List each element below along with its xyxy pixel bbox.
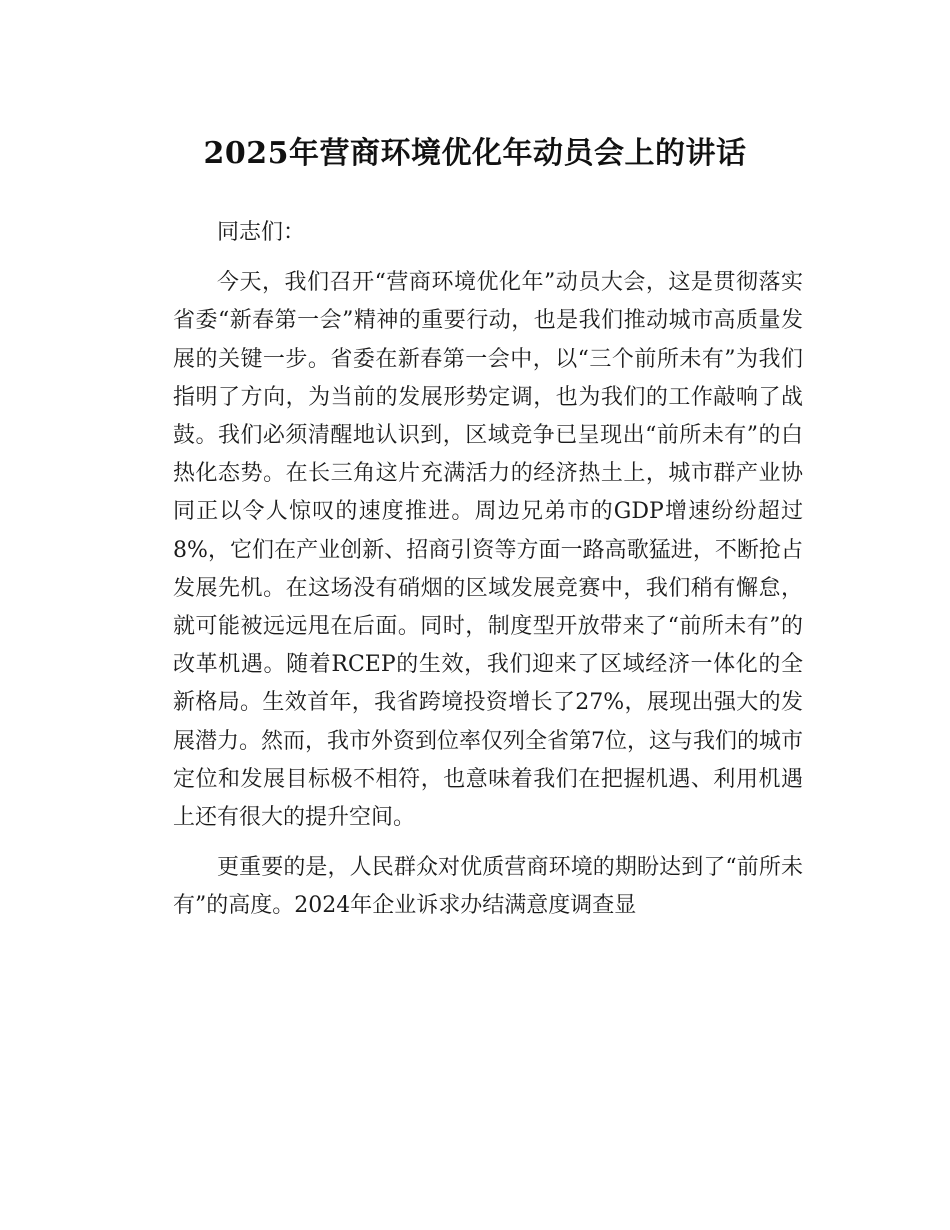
paragraph-2: 更重要的是，人民群众对优质营商环境的期盼达到了“前所未有”的高度。2024年企业诉求办结满意度调查显 <box>173 855 803 919</box>
paragraph-1: 今天，我们召开“营商环境优化年”动员大会，这是贯彻落实省委“新春第一会”精神的重要行动，也是我们推动城市高质量发展的关键一步。省委在新春第一会中，以“三个前所未有”为我们指明了方向，为当前的发展形势定调，也为我们的工作敲响了战鼓。我们必须清醒地认识到，区域竞争已呈现出“前所未有”的白热化态势。在长三角这片充满活力的经济热土上，城市群产业协同正以令人惊叹的速度推进。周边兄弟市的GDP增速纷纷超过8%，它们在产业创新、招商引资等方面一路高歌猛进，不断抢占发展先机。在这场没有硝烟的区域发展竞赛中，我们稍有懈怠，就可能被远远甩在后面。同时，制度型开放带来了“前所未有”的改革机遇。随着RCEP的生效，我们迎来了区域经济一体化的全新格局。生效首年，我省跨境投资增长了27%，展现出强大的发展潜力。然而，我市外资到位率仅列全省第7位，这与我们的城市定位和发展目标极不相符，也意味着我们在把握机遇、利用机遇上还有很大的提升空间。 <box>173 270 803 831</box>
salutation: 同志们： <box>217 220 306 245</box>
document-body <box>173 214 803 938</box>
document-title: 2025年营商环境优化年动员会上的讲话 <box>203 136 747 172</box>
